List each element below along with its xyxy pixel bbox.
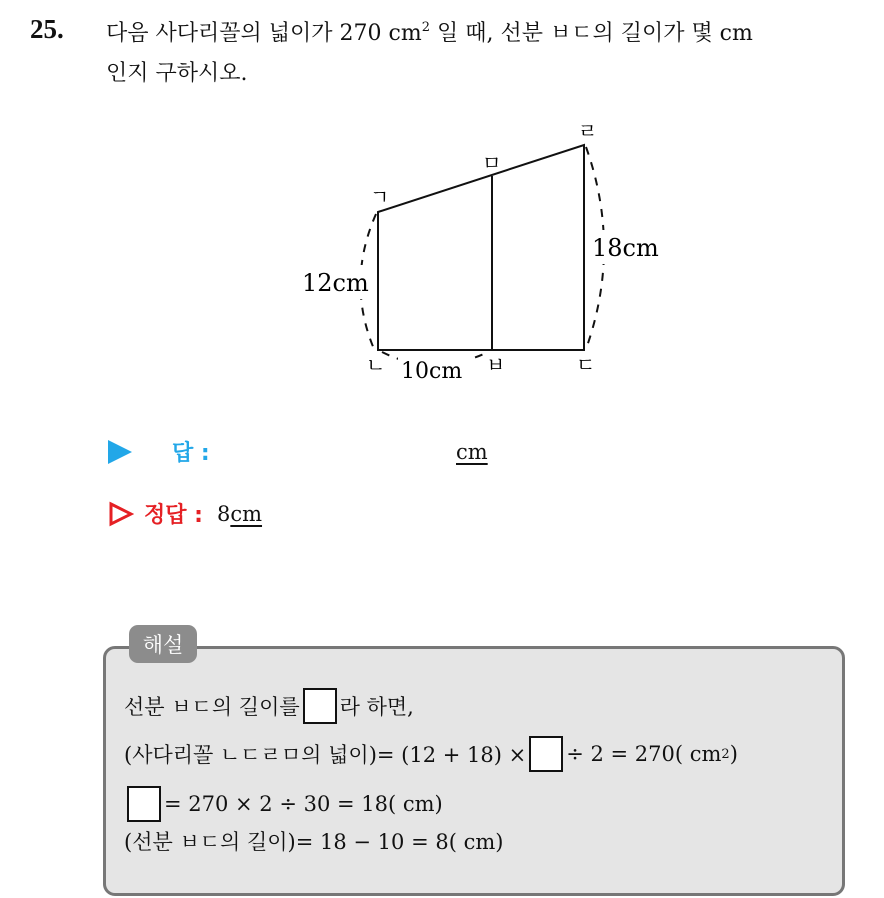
- outline-triangle-icon: [108, 501, 134, 527]
- label-right-side: 18cm: [592, 234, 659, 262]
- vertex-n: ㄴ: [366, 353, 386, 377]
- trapezoid-figure: [0, 0, 884, 420]
- vertex-b: ㅂ: [486, 353, 506, 377]
- blank-box: [529, 736, 563, 772]
- trapezoid-outline: [378, 145, 584, 350]
- question-text-line2: 인지 구하시오.: [106, 61, 248, 86]
- correct-answer-row: [108, 498, 262, 529]
- solution-line2: (사다리꼴 ㄴㄷㄹㅁ의 넓이)= (12 + 18) × ÷ 2 = 270( cm 2 ): [124, 736, 738, 772]
- question-number: 25.: [30, 14, 64, 44]
- correct-answer-value: 8cm: [216, 501, 263, 526]
- vertex-g: ㄱ: [370, 185, 390, 209]
- vertex-r: ㄹ: [578, 119, 598, 143]
- blank-box: [303, 688, 337, 724]
- answer-row: [108, 436, 210, 467]
- answer-label: 답 :: [172, 441, 210, 466]
- solution-line4: (선분 ㅂㄷ의 길이)= 18 − 10 = 8( cm): [124, 830, 504, 854]
- solution-tag: 해설: [129, 625, 197, 663]
- label-bottom-segment: 10cm: [401, 359, 463, 384]
- question-text-line1: 다음 사다리꼴의 넓이가 270 $cm^2$ 일 때, 선분 ㅂㄷ의 길이가 몇 cm: [106, 20, 753, 46]
- correct-answer-label: 정답 :: [144, 503, 203, 528]
- play-triangle-icon: [108, 440, 132, 464]
- solution-line1: 선분 ㅂㄷ의 길이를 라 하면,: [124, 688, 414, 724]
- vertex-m: ㅁ: [482, 151, 502, 175]
- answer-unit: cm: [456, 440, 488, 464]
- solution-line3: = 270 × 2 ÷ 30 = 18( cm): [124, 786, 443, 822]
- vertex-d: ㄷ: [576, 353, 596, 377]
- label-left-side: 12cm: [302, 269, 369, 297]
- blank-box: [127, 786, 161, 822]
